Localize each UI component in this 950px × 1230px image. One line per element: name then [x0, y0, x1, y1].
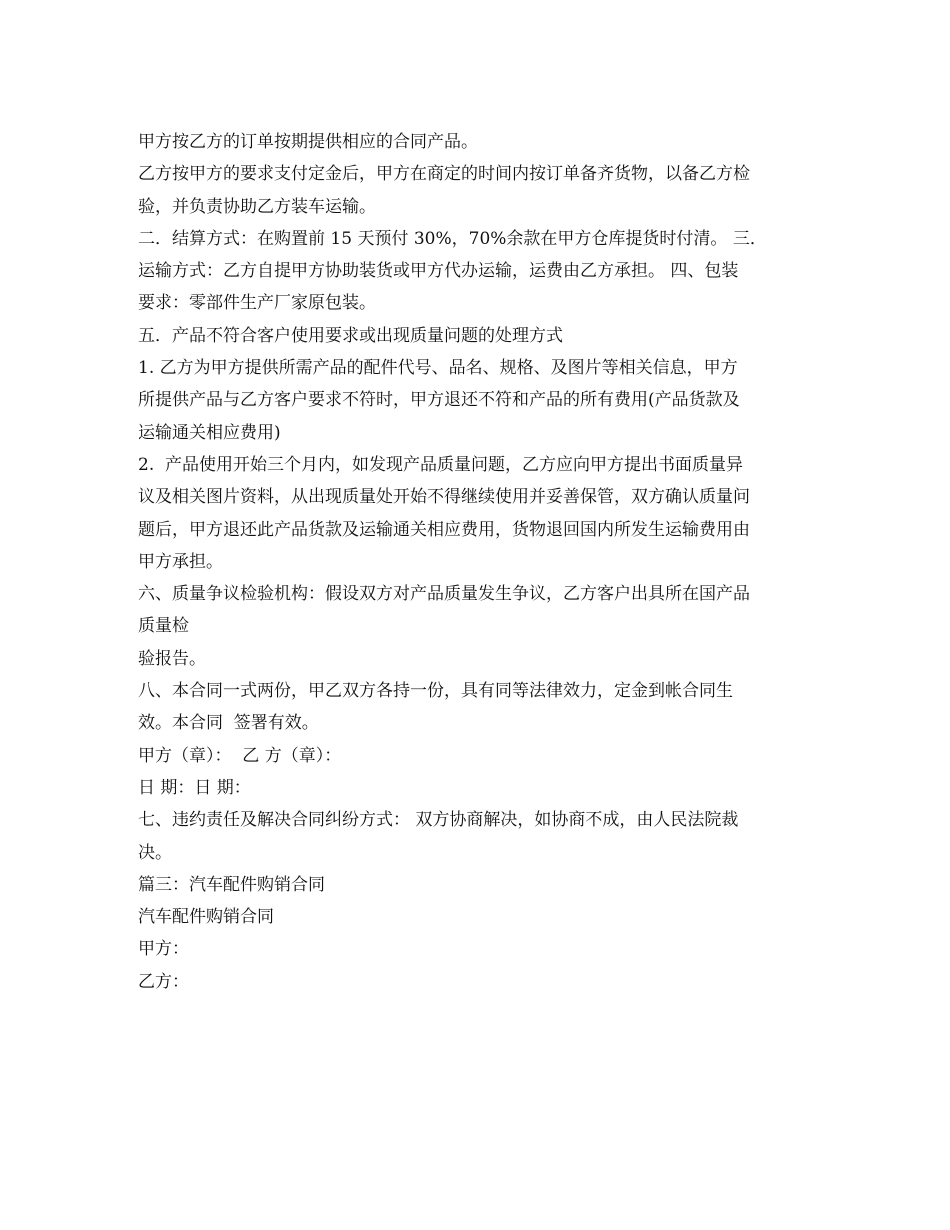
text-line: 甲方承担。: [138, 551, 223, 572]
text-line: 质量检: [138, 616, 189, 637]
text-line: 所提供产品与乙方客户要求不符时，甲方退还不符和产品的所有费用(产品货款及: [138, 390, 740, 411]
text-line: 运输方式：乙方自提甲方协助装货或甲方代办运输，运费由乙方承担。 四、包装: [138, 261, 739, 282]
text-line: 甲方按乙方的订单按期提供相应的合同产品。: [138, 132, 478, 152]
signature-line: 甲方（章）： 乙 方（章）：: [138, 745, 342, 766]
text-line: 效。本合同 签署有效。: [138, 713, 319, 734]
date-line: 日 期：日 期：: [138, 777, 251, 798]
text-line: 验，并负责协助乙方装车运输。: [138, 196, 376, 217]
document-body: [138, 126, 818, 998]
text-line: 2. 产品使用开始三个月内，如发现产品质量问题，乙方应向甲方提出书面质量异: [138, 454, 744, 475]
text-line: 六、质量争议检验机构：假设双方对产品质量发生争议，乙方客户出具所在国产品: [138, 584, 750, 605]
text-line: 八、本合同一式两份，甲乙双方各持一份，具有同等法律效力，定金到帐合同生: [138, 681, 733, 702]
text-line: 验报告。: [138, 648, 206, 669]
party-a-line: 甲方：: [138, 939, 189, 960]
text-line: 乙方按甲方的要求支付定金后，甲方在商定的时间内按订单备齐货物，以备乙方检: [138, 164, 750, 185]
section-heading: 篇三：汽车配件购销合同: [138, 874, 325, 895]
party-b-line: 乙方：: [138, 971, 189, 992]
text-line: 运输通关相应费用): [138, 422, 281, 443]
text-line: 1. 乙方为甲方提供所需产品的配件代号、品名、规格、及图片等相关信息，甲方: [138, 358, 738, 379]
text-line: 议及相关图片资料，从出现质量处开始不得继续使用并妥善保管，双方确认质量问: [138, 487, 750, 508]
text-line: 决。: [138, 842, 172, 863]
section-heading: 五．产品不符合客户使用要求或出现质量问题的处理方式: [138, 325, 563, 346]
text-line: 要求：零部件生产厂家原包装。: [138, 293, 376, 314]
text-line: 七、违约责任及解决合同纠纷方式： 双方协商解决，如协商不成，由人民法院裁: [138, 810, 739, 831]
text-line: 题后，甲方退还此产品货款及运输通关相应费用，货物退回国内所发生运输费用由: [138, 519, 750, 540]
contract-title: 汽车配件购销合同: [138, 907, 274, 928]
text-line: 二．结算方式：在购置前 15 天预付 30%，70%余款在甲方仓库提货时付清。 三．: [138, 228, 767, 249]
